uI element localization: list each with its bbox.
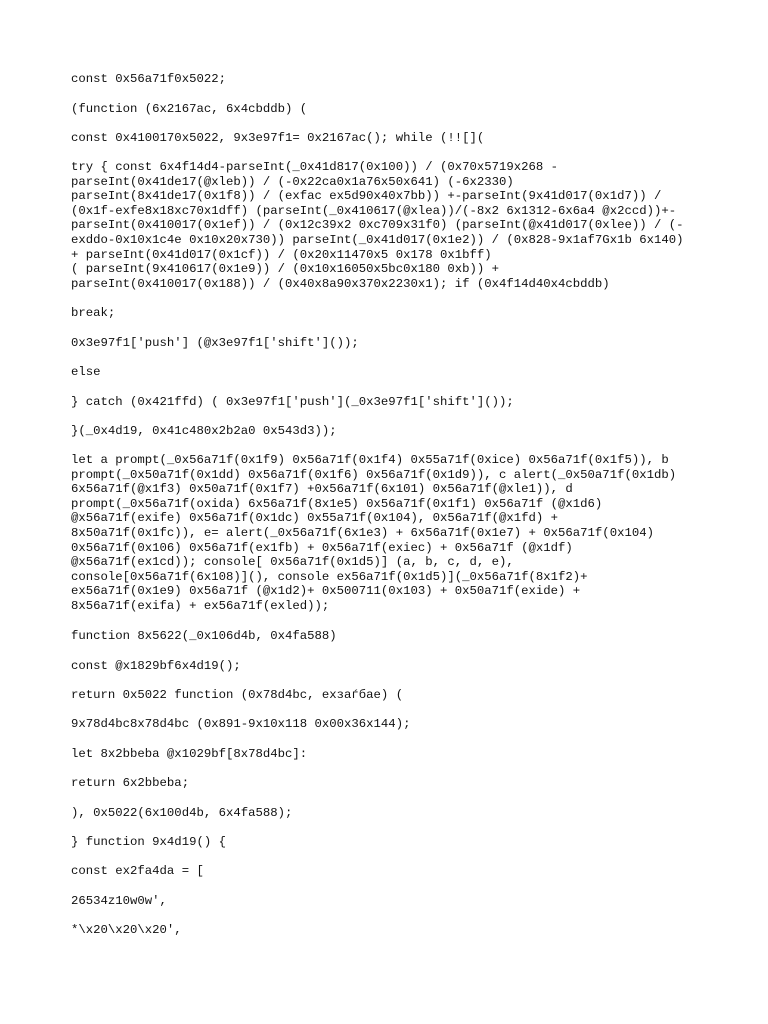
code-line-return-value: return 6x2bbeba; (71, 776, 190, 790)
code-line-iife-close: }(_0x4d19, 0x41c480x2b2a0 0x543d3)); (71, 424, 337, 438)
code-line-push-shift: 0x3e97f1['push'] (@x3e97f1['shift']()); (71, 336, 359, 350)
code-line-let-lookup: let 8x2bbeba @x1029bf[8x78d4bc]: (71, 747, 308, 761)
code-paragraph-prompt-alert: let a prompt(_0x56a71f(0x1f9) 0x56a71f(0x1f4) 0x55a71f(0xice) 0x56a71f(0x1f5)), b prompt(_0x50a71f(0x1dd) 0x56a71f(0x1f6) 0x56a71f(0x1d9)), c alert(_0x50a71f(0x1db) 6x56a71f(@x1f3) 0x50a71f(0x1f7) +0x56a71f(6x101) 0x56a71f(@xle1)), d prompt(_0x56a71f(oxida) 6x56a71f(8x1e5) 0x56a71f(0x1f1) 0x56a71f (@x1d6) @x56a71f(exife) 0x56a71f(0x1dc) 0x55a71f(0x104), 0x56a71f(@x1fd) + 8x50a71f(0x1fc)), e= alert(_0x56a71f(6x1e3) + 6x56a71f(0x1e7) + 0x56a71f(0x104) 0x56a71f(0x106) 0x56a71f(ex1fb) + 0x56a71f(exiec) + 0x56a71f (@x1df) @x56a71f(ex1cd)); console[ 0x56a71f(0x1d5)] (a, b, c, d, e), console[0x56a71f(6x108)](), console ex56a71f(0x1d5)](_0x56a71f(8x1f2)+ ex56a71f(0x1e9) 0x56a71f (@x1d2)+ 0x500711(0x103) + 0x50a71f(exide) + 8x56a71f(exifa) + ex56a71f(exled)); (71, 453, 677, 613)
code-line-function-open-2: } function 9x4d19() { (71, 835, 226, 849)
code-line-string-entry: 26534z10w0w', (71, 894, 167, 908)
code-line-escaped-string: *\x20\x20\x20', (71, 923, 182, 937)
code-line-return-function: return 0x5022 function (0x78d4bc, exзаѓбae) ( (71, 688, 404, 702)
code-line-function-open: (function (6x2167ac, 6x4cbddb) ( (71, 102, 308, 116)
code-line-break: break; (71, 306, 116, 320)
code-line-catch: } catch (0x421ffd) ( 0x3e97f1['push'](_0x3e97f1['shift']()); (71, 395, 514, 409)
code-line-else: else (71, 365, 101, 379)
code-line-while-loop: const 0x4100170x5022, 9x3e97f1= 0x2167ac(); while (!![]( (71, 131, 485, 145)
code-line-function-call: ), 0x5022(6x100d4b, 6x4fa588); (71, 806, 293, 820)
code-line-assignment: 9x78d4bc8x78d4bc (0x891-9x10x118 0x00x36x144); (71, 717, 411, 731)
code-line-array-open: const ex2fa4da = [ (71, 864, 204, 878)
code-line-function-decl: function 8x5622(_0x106d4b, 0x4fa588) (71, 629, 337, 643)
code-line-const-declaration: const 0x56a71f0x5022; (71, 72, 226, 86)
code-paragraph-try-block: try { const 6x4f14d4-parseInt(_0x41d817(0x100)) / (0x70x5719x268 - parseInt(0x41de17(@xleb)) / (-0x22ca0x1a76x50x641) (-6x2330) parseInt(8x41de17(0x1f8)) / (exfac ex5d90x40x7bb)) +-parseInt(9x41d017(0x1d7)) / (0x1f-exfe8x18xc70x1dff) (parseInt(_0x410617(@xlea))/(-8x2 6x1312-6x6a4 @x2ccd))+- parseInt(0x410017(0x1ef)) / (0x12c39x2 0xc709x31f0) (parseInt(@x41d017(0xlee)) / (- exddo-0x10x1c4e 0x10x20x730)) parseInt(_0x41d017(0x1e2)) / (0x828-9x1af7Gx1b 6x140) + parseInt(0x41d017(0x1cf)) / (0x20x11470x5 0x178 0x1bff) ( parseInt(9x410617(0x1e9)) / (0x10x16050x5bc0x180 0xb)) + parseInt(0x410017(0x188)) / (0x40x8a90x370x2230x1); if (0x4f14d40x4cbddb) (71, 160, 684, 291)
code-line-const-call: const @x1829bf6x4d19(); (71, 659, 241, 673)
